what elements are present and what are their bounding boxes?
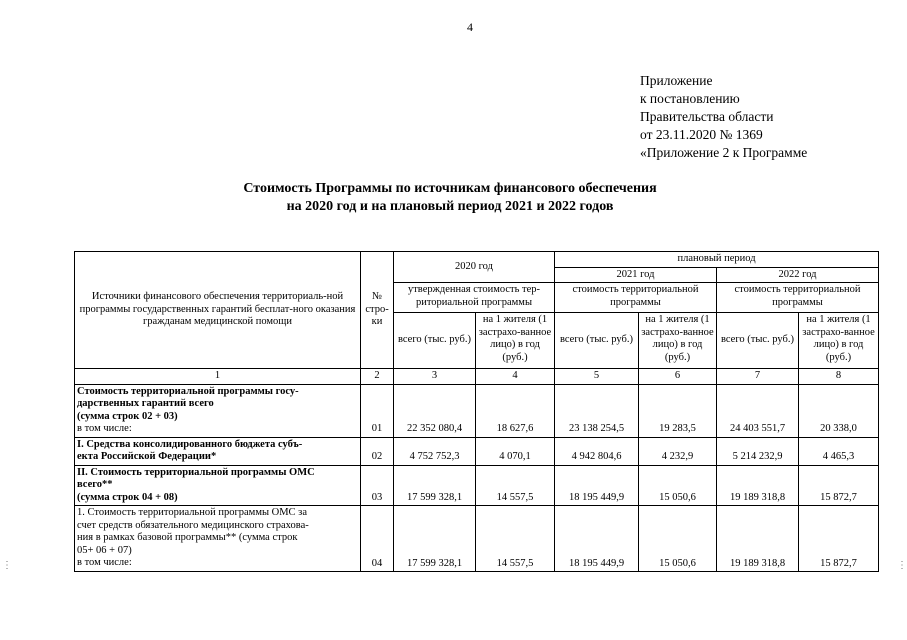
cell-value: 4 942 804,6 bbox=[555, 437, 639, 465]
cell-value: 4 232,9 bbox=[639, 437, 717, 465]
header-row-number: № стро-ки bbox=[361, 252, 394, 369]
page-number: 4 bbox=[467, 20, 473, 34]
header-year-2022: 2022 год bbox=[717, 267, 879, 283]
cell-value: 15 050,6 bbox=[639, 506, 717, 572]
appendix-line: Правительства области bbox=[640, 109, 774, 124]
row-label-line: ния в рамках базовой программы** (сумма строк bbox=[77, 532, 298, 543]
row-label-line: 05+ 06 + 07) bbox=[77, 544, 132, 556]
row-number: 03 bbox=[361, 465, 394, 506]
cell-value: 4 752 752,3 bbox=[394, 437, 476, 465]
row-label bbox=[75, 384, 361, 437]
row-number: 04 bbox=[361, 506, 394, 572]
cell-value: 24 403 551,7 bbox=[717, 384, 799, 437]
header-source: Источники финансового обеспечения территориаль-ной программы государственных гарантий бесплат-ного оказания гражданам медицинской помощи bbox=[75, 252, 361, 369]
header-cost-2022: стоимость территориальной программы bbox=[717, 283, 879, 313]
cell-value: 5 214 232,9 bbox=[717, 437, 799, 465]
header-cost-2021: стоимость территориальной программы bbox=[555, 283, 717, 313]
header-total-2021: всего (тыс. руб.) bbox=[555, 313, 639, 369]
cell-value: 17 599 328,1 bbox=[394, 506, 476, 572]
column-index: 7 bbox=[717, 369, 799, 385]
column-index: 5 bbox=[555, 369, 639, 385]
cell-value: 19 189 318,8 bbox=[717, 465, 799, 506]
row-label-line: (сумма строк 02 + 03) bbox=[77, 410, 178, 422]
title-line: на 2020 год и на плановый период 2021 и 2022 годов bbox=[286, 199, 614, 214]
document-title bbox=[60, 180, 840, 216]
row-label-line: II. Стоимость территориальной программы ОМС bbox=[77, 466, 315, 478]
row-label bbox=[75, 437, 361, 465]
row-label-line: Стоимость территориальной программы госу- bbox=[77, 385, 299, 397]
cell-value: 4 070,1 bbox=[476, 437, 555, 465]
cell-value: 15 872,7 bbox=[799, 465, 879, 506]
header-planned-period: плановый период bbox=[555, 252, 879, 268]
cell-value: 17 599 328,1 bbox=[394, 465, 476, 506]
appendix-line: к постановлению bbox=[640, 91, 740, 106]
appendix-line: от 23.11.2020 № 1369 bbox=[640, 127, 763, 142]
cell-value: 14 557,5 bbox=[476, 465, 555, 506]
header-total-2020: всего (тыс. руб.) bbox=[394, 313, 476, 369]
row-label bbox=[75, 506, 361, 572]
row-label-line: в том числе: bbox=[77, 423, 132, 434]
cell-value: 20 338,0 bbox=[799, 384, 879, 437]
header-approved-cost: утвержденная стоимость тер-риториальной программы bbox=[394, 283, 555, 313]
appendix-line: Приложение bbox=[640, 73, 713, 88]
table-row bbox=[75, 465, 879, 506]
row-label-line: екта Российской Федерации* bbox=[77, 451, 217, 462]
table-row bbox=[75, 437, 879, 465]
table-row bbox=[75, 384, 879, 437]
appendix-block bbox=[640, 72, 807, 162]
row-label bbox=[75, 465, 361, 506]
cell-value: 4 465,3 bbox=[799, 437, 879, 465]
column-index: 1 bbox=[75, 369, 361, 385]
row-label-line: 1. Стоимость территориальной программы ОМС за bbox=[77, 507, 307, 518]
header-total-2022: всего (тыс. руб.) bbox=[717, 313, 799, 369]
row-label-line: дарственных гарантий всего bbox=[77, 398, 214, 409]
cell-value: 18 627,6 bbox=[476, 384, 555, 437]
left-margin-dots: ⋮ bbox=[2, 560, 12, 571]
header-per-capita-2021: на 1 жителя (1 застрахо-ванное лицо) в год (руб.) bbox=[639, 313, 717, 369]
column-index: 6 bbox=[639, 369, 717, 385]
column-index: 8 bbox=[799, 369, 879, 385]
column-index-row bbox=[75, 369, 879, 385]
column-index: 2 bbox=[361, 369, 394, 385]
header-per-capita-2022: на 1 жителя (1 застрахо-ванное лицо) в год (руб.) bbox=[799, 313, 879, 369]
header-year-2020: 2020 год bbox=[394, 252, 555, 283]
cost-table bbox=[74, 251, 879, 572]
header-per-capita-2020: на 1 жителя (1 застрахо-ванное лицо) в год (руб.) bbox=[476, 313, 555, 369]
title-line: Стоимость Программы по источникам финансового обеспечения bbox=[243, 181, 657, 196]
cell-value: 15 050,6 bbox=[639, 465, 717, 506]
column-index: 3 bbox=[394, 369, 476, 385]
row-label-line: (сумма строк 04 + 08) bbox=[77, 491, 178, 503]
cell-value: 19 189 318,8 bbox=[717, 506, 799, 572]
header-row bbox=[75, 252, 879, 268]
table-row bbox=[75, 506, 879, 572]
row-label-line: I. Средства консолидированного бюджета субъ- bbox=[77, 438, 303, 450]
cell-value: 19 283,5 bbox=[639, 384, 717, 437]
column-index: 4 bbox=[476, 369, 555, 385]
row-number: 01 bbox=[361, 384, 394, 437]
row-number: 02 bbox=[361, 437, 394, 465]
cell-value: 22 352 080,4 bbox=[394, 384, 476, 437]
row-label-line: всего** bbox=[77, 479, 113, 490]
row-label-line: счет средств обязательного медицинского страхова- bbox=[77, 519, 309, 531]
cell-value: 18 195 449,9 bbox=[555, 506, 639, 572]
row-label-line: в том числе: bbox=[77, 557, 132, 568]
appendix-line: «Приложение 2 к Программе bbox=[640, 145, 808, 160]
cell-value: 14 557,5 bbox=[476, 506, 555, 572]
cell-value: 18 195 449,9 bbox=[555, 465, 639, 506]
header-year-2021: 2021 год bbox=[555, 267, 717, 283]
right-margin-dots: ⋮ bbox=[897, 560, 907, 571]
cell-value: 15 872,7 bbox=[799, 506, 879, 572]
cell-value: 23 138 254,5 bbox=[555, 384, 639, 437]
